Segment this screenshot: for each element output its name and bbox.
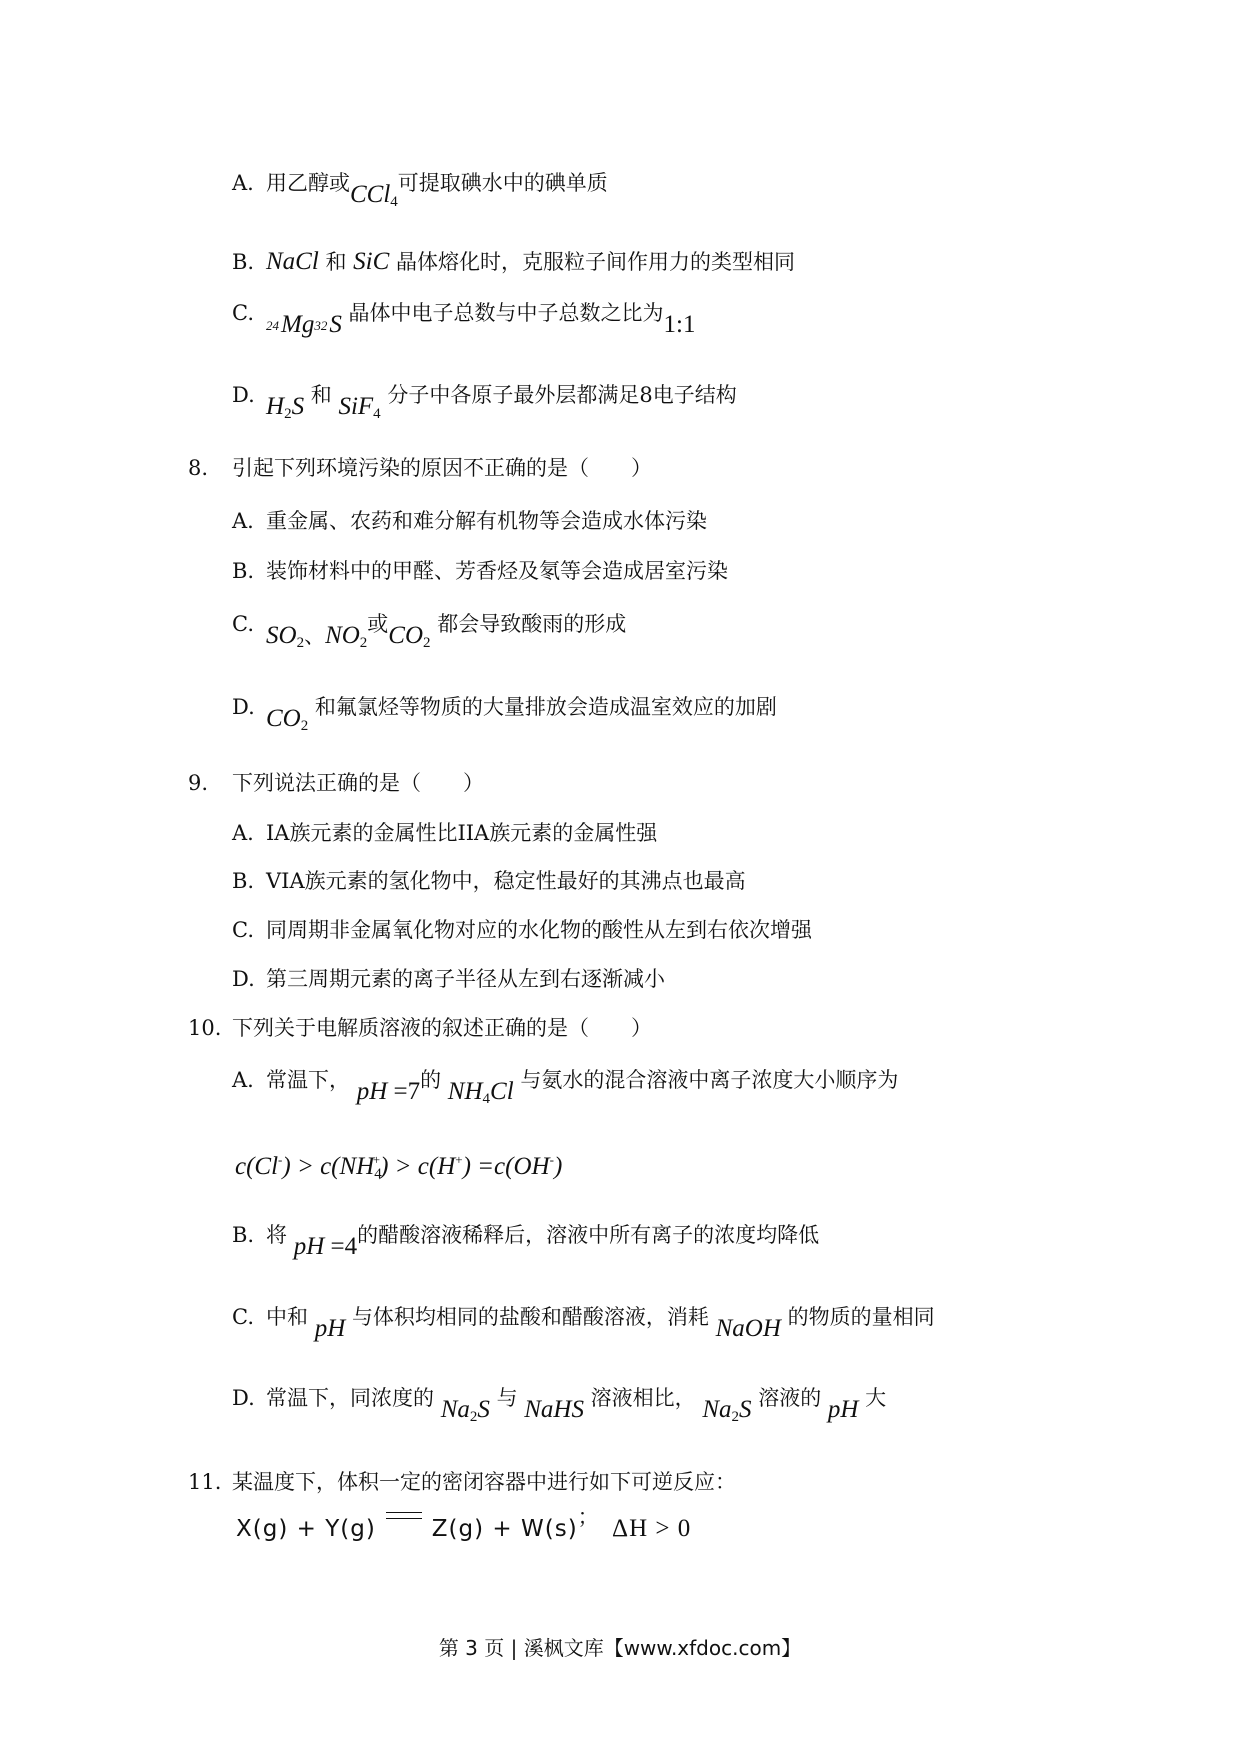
ratio-value: 1:1 xyxy=(663,311,696,338)
option-text: 的醋酸溶液稀释后，溶液中所有离子的浓度均降低 xyxy=(357,1223,820,1247)
option-text: 晶体中电子总数与中子总数之比为 xyxy=(348,301,664,325)
q7-option-b xyxy=(232,249,795,274)
q10-option-a-equation xyxy=(235,1153,562,1182)
option-text: 重金属、农药和难分解有机物等会造成水体污染 xyxy=(266,509,707,533)
q9-option-c xyxy=(232,920,812,941)
formula-h2s: $H_2S$ xyxy=(266,393,305,422)
question-text: 引起下列环境污染的原因不正确的是（ ） xyxy=(232,456,652,480)
option-text: 大 xyxy=(865,1386,887,1410)
formula-nacl: NaCl xyxy=(266,248,319,275)
reaction-rhs: Z(g) + W(s) xyxy=(431,1516,578,1542)
option-label: C. xyxy=(232,612,254,636)
option-label: D. xyxy=(232,967,255,991)
q8-option-b xyxy=(232,561,728,582)
option-text: 装饰材料中的甲醛、芳香烃及氡等会造成居室污染 xyxy=(266,559,728,583)
reaction-lhs: X(g) + Y(g) xyxy=(236,1516,376,1542)
question-number: 8. xyxy=(188,456,209,480)
q10-option-d xyxy=(232,1385,887,1425)
option-text: 与 xyxy=(496,1386,518,1410)
formula-ccl4: CCl$_4$ xyxy=(350,181,398,210)
separator: 、 xyxy=(304,624,326,648)
option-label: B. xyxy=(232,869,255,893)
question-text: 某温度下，体积一定的密闭容器中进行如下可逆反应： xyxy=(232,1470,736,1494)
separator: ； xyxy=(577,1505,599,1529)
option-text: 将 xyxy=(266,1223,287,1247)
question-number: 10. xyxy=(188,1016,222,1040)
q10-stem xyxy=(188,1018,652,1039)
option-text: 常温下， xyxy=(266,1068,350,1092)
option-text: 和氟氯烃等物质的大量排放会造成温室效应的加剧 xyxy=(314,695,777,719)
option-label: B. xyxy=(232,1223,255,1247)
option-label: A. xyxy=(232,1068,254,1092)
option-text: 的 xyxy=(420,1068,442,1092)
option-label: A. xyxy=(232,509,254,533)
option-text: 与体积均相同的盐酸和醋酸溶液，消耗 xyxy=(351,1305,709,1329)
enthalpy-change: ΔH > 0 xyxy=(612,1515,692,1542)
formula-so2: $SO_2$ xyxy=(266,622,305,651)
formula-ph: pH xyxy=(827,1396,859,1423)
option-text: IA族元素的金属性比IIA族元素的金属性强 xyxy=(266,821,658,845)
option-text: 分子中各原子最外层都满足8电子结构 xyxy=(387,383,737,407)
q7-option-c xyxy=(232,300,696,338)
formula-co2: $CO_2$ xyxy=(388,622,431,651)
formula-ph: pH =7 xyxy=(356,1078,421,1105)
option-text: 晶体熔化时，克服粒子间作用力的类型相同 xyxy=(395,250,795,274)
q8-option-d xyxy=(232,694,777,734)
option-text: 与氨水的混合溶液中离子浓度大小顺序为 xyxy=(520,1068,899,1092)
q10-option-a xyxy=(232,1067,899,1107)
option-text: 的物质的量相同 xyxy=(787,1305,935,1329)
option-label: B. xyxy=(232,559,255,583)
formula-ph: pH xyxy=(314,1315,346,1342)
option-text: 第三周期元素的离子半径从左到右逐渐减小 xyxy=(266,967,665,991)
ion-concentration-order: $c(Cl^-) > c(NH_4^+) > c(H^+) =c(OH^-)$ xyxy=(235,1152,563,1182)
option-text: 中和 xyxy=(266,1305,308,1329)
q10-option-c xyxy=(232,1304,935,1342)
q8-option-c xyxy=(232,611,627,651)
option-text: 常温下，同浓度的 xyxy=(266,1386,434,1410)
option-text: 或 xyxy=(367,612,389,636)
formula-nahs: NaHS xyxy=(524,1396,584,1423)
option-label: A. xyxy=(232,821,254,845)
q10-option-b xyxy=(232,1222,820,1260)
option-text: 溶液相比， xyxy=(590,1386,696,1410)
formula-na2s: $Na_2S$ xyxy=(702,1396,752,1425)
option-text: VIA族元素的氢化物中，稳定性最好的其沸点也最高 xyxy=(266,869,746,893)
equilibrium-arrow-icon xyxy=(386,1512,422,1522)
q8-option-a xyxy=(232,511,707,532)
q9-option-a xyxy=(232,823,657,844)
option-text: 溶液的 xyxy=(758,1386,822,1410)
option-label: C. xyxy=(232,1305,254,1329)
formula-na2s: $Na_2S$ xyxy=(440,1396,490,1425)
question-number: 9. xyxy=(188,771,209,795)
formula-ph: pH =4 xyxy=(293,1233,358,1260)
question-text: 下列说法正确的是（ ） xyxy=(232,771,484,795)
q11-reaction-equation xyxy=(236,1504,692,1542)
formula-co2: $CO_2$ xyxy=(266,705,309,734)
option-label: D. xyxy=(232,695,255,719)
option-label: C. xyxy=(232,301,254,325)
formula-sif4: SiF$_4$ xyxy=(338,393,381,422)
q7-option-a xyxy=(232,170,608,210)
formula-no2: $NO_2$ xyxy=(325,622,368,651)
q11-stem xyxy=(188,1472,736,1493)
option-label: D. xyxy=(232,383,255,407)
option-label: A. xyxy=(232,171,254,195)
formula-nh4cl: $NH_4Cl$ xyxy=(447,1078,514,1107)
formula-sic: SiC xyxy=(353,248,390,275)
q7-option-d xyxy=(232,382,737,422)
formula-mgs: 24Mg32S xyxy=(266,311,342,338)
option-label: C. xyxy=(232,918,254,942)
option-text: 和 xyxy=(310,383,332,407)
question-number: 11. xyxy=(188,1470,222,1494)
option-text: 可提取碘水中的碘单质 xyxy=(397,171,608,195)
q8-stem xyxy=(188,458,652,479)
q9-option-d xyxy=(232,969,665,990)
page-footer: 第 3 页 | 溪枫文库【www.xfdoc.com】 xyxy=(438,1636,802,1660)
option-text: 同周期非金属氧化物对应的水化物的酸性从左到右依次增强 xyxy=(266,918,812,942)
question-text: 下列关于电解质溶液的叙述正确的是（ ） xyxy=(232,1016,652,1040)
formula-naoh: NaOH xyxy=(715,1315,781,1342)
option-text: 用乙醇或 xyxy=(266,171,350,195)
option-label: D. xyxy=(232,1386,255,1410)
q9-stem xyxy=(188,773,484,794)
q9-option-b xyxy=(232,871,746,892)
option-label: B. xyxy=(232,250,255,274)
option-text: 都会导致酸雨的形成 xyxy=(437,612,627,636)
option-text: 和 xyxy=(325,250,347,274)
